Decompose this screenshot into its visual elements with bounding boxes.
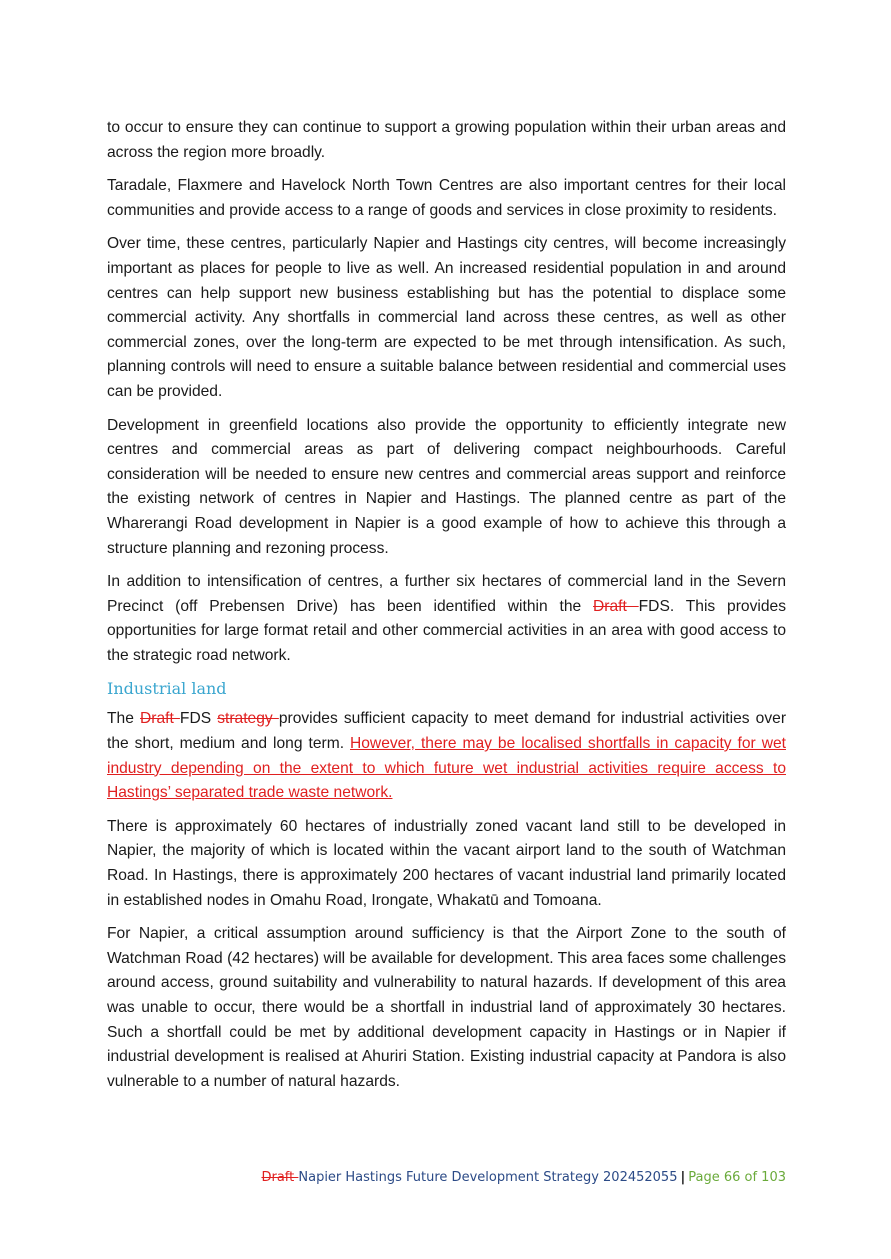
- deleted-text: Draft: [593, 597, 639, 615]
- paragraph-5: [107, 570, 786, 668]
- section-heading-industrial-land: Industrial land: [107, 679, 227, 699]
- inserted-text: However, there may be localised shortfalls in capacity for wet industry depending on the extent to which future wet industrial activities require access to Hastings’ separated trade waste network.: [107, 735, 786, 802]
- page-body: [107, 116, 786, 1103]
- paragraph-6: [107, 707, 786, 805]
- page-footer: [261, 1170, 786, 1185]
- paragraph-5-text-a: In addition to intensification of centres, a further six hectares of commercial land in the Severn Precinct (off Prebensen Drive) has been identified within the: [107, 573, 786, 615]
- footer-deleted-text: Draft: [261, 1170, 299, 1185]
- paragraph-2: Taradale, Flaxmere and Havelock North Town Centres are also important centres for their local communities and provide access to a range of goods and services in close proximity to residents.: [107, 177, 786, 219]
- paragraph-4: Development in greenfield locations also provide the opportunity to efficiently integrate new centres and commercial areas as part of delivering compact neighbourhoods. Careful consideration will be needed to ensure new centres and commercial areas support and reinforce the existing network of centres in Napier and Hastings. The planned centre as part of the Wharerangi Road development in Napier is a good example of how to achieve this through a structure planning and rezoning process.: [107, 416, 786, 557]
- paragraph-8: For Napier, a critical assumption around sufficiency is that the Airport Zone to the south of Watchman Road (42 hectares) will be available for development. This area faces some challenges around access, ground suitability and vulnerability to natural hazards. If development of this area was unable to occur, there would be a shortfall in industrial land of approximately 30 hectares. Such a shortfall could be met by additional development capacity in Hastings or in Napier if industrial development is realised at Ahuriri Station. Existing industrial capacity at Pandora is also vulnerable to a number of natural hazards.: [107, 925, 786, 1090]
- paragraph-6-text-b: FDS: [179, 710, 218, 728]
- deleted-text: strategy: [217, 710, 279, 728]
- footer-page-number: Page 66 of 103: [688, 1170, 786, 1185]
- paragraph-1: to occur to ensure they can continue to support a growing population within their urban areas and across the region more broadly.: [107, 119, 786, 161]
- paragraph-3: Over time, these centres, particularly Napier and Hastings city centres, will become increasingly important as places for people to live as well. An increased residential population in and around centres can help support new business establishing but has the potential to displace some commercial activity. Any shortfalls in commercial land across these centres, as well as other commercial zones, over the long-term are expected to be met through intensification. As such, planning controls will need to ensure a suitable balance between residential and commercial uses can be provided.: [107, 235, 786, 400]
- deleted-text: Draft: [140, 710, 180, 728]
- paragraph-6-text-c: provides sufficient capacity to meet demand for industrial activities over the short, medium and long term.: [107, 710, 787, 753]
- paragraph-6-text-a: The: [107, 710, 140, 728]
- footer-separator: |: [680, 1170, 686, 1185]
- paragraph-5-text-b: FDS. This provides opportunities for large format retail and other commercial activities in an area with good access to the strategic road network.: [107, 597, 786, 664]
- footer-title: Napier Hastings Future Development Strategy 202452055: [298, 1170, 678, 1185]
- paragraph-7: There is approximately 60 hectares of industrially zoned vacant land still to be developed in Napier, the majority of which is located within the vacant airport land to the south of Watchman Road. In Hastings, there is approximately 200 hectares of vacant industrial land primarily located in established nodes in Omahu Road, Irongate, Whakatū and Tomoana.: [107, 817, 786, 909]
